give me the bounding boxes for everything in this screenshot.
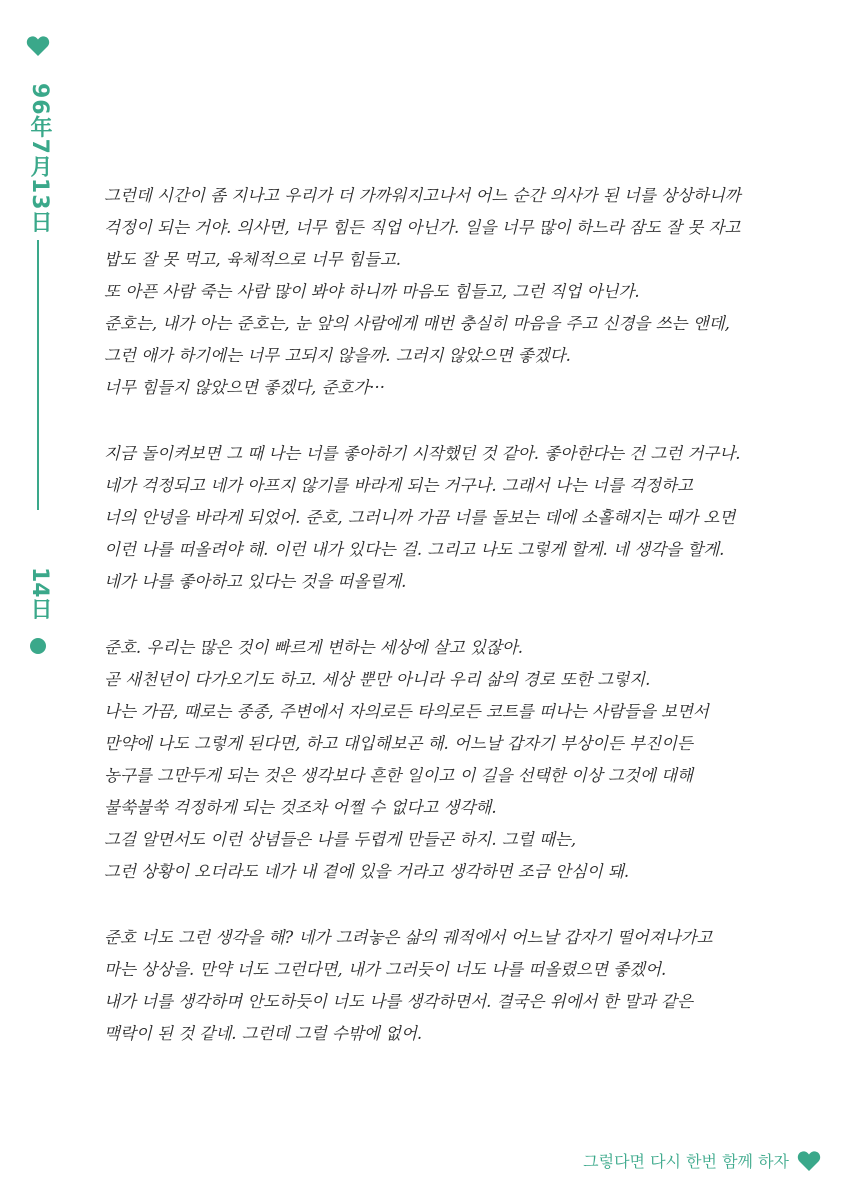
letter-line: 준호 너도 그런 생각을 해? 네가 그려놓은 삶의 궤적에서 어느날 갑자기 떨어져나가고 [104,928,713,947]
letter-line: 그런 상황이 오더라도 네가 내 곁에 있을 거라고 생각하면 조금 안심이 돼. [104,862,630,881]
letter-body [104,180,804,1084]
letter-line: 밥도 잘 못 먹고, 육체적으로 너무 힘들고. [104,250,401,269]
letter-line: 나는 가끔, 때로는 종종, 주변에서 자의로든 타의로든 코트를 떠나는 사람들을 보면서 [104,702,709,721]
letter-line: 마는 상상을. 만약 너도 그런다면, 내가 그러듯이 너도 나를 떠올렸으면 좋겠어. [104,960,667,979]
dot-icon [30,638,46,654]
footer-text: 그렇다면 다시 한번 함께 하자 [583,1152,789,1171]
letter-line: 이런 나를 떠올려야 해. 이런 내가 있다는 걸. 그리고 나도 그렇게 할게. 네 생각을 할게. [104,540,725,559]
letter-paragraph [104,438,804,598]
letter-line: 네가 걱정되고 네가 아프지 않기를 바라게 되는 거구나. 그래서 나는 너를 걱정하고 [104,476,693,495]
letter-line: 준호는, 내가 아는 준호는, 눈 앞의 사람에게 매번 충실히 마음을 주고 신경을 쓰는 앤데, [104,314,730,333]
letter-line: 농구를 그만두게 되는 것은 생각보다 흔한 일이고 이 길을 선택한 이상 그것에 대해 [104,766,693,785]
letter-line: 너의 안녕을 바라게 되었어. 준호, 그러니까 가끔 너를 돌보는 데에 소홀해지는 때가 오면 [104,508,736,527]
letter-paragraph [104,632,804,888]
letter-paragraph [104,180,804,404]
letter-line: 만약에 나도 그렇게 된다면, 하고 대입해보곤 해. 어느날 갑자기 부상이든 부진이든 [104,734,693,753]
letter-line: 곧 새천년이 다가오기도 하고. 세상 뿐만 아니라 우리 삶의 경로 또한 그렇지. [104,670,651,689]
letter-line: 맥락이 된 것 같네. 그런데 그럴 수밖에 없어. [104,1024,423,1043]
heart-icon [797,1150,821,1172]
letter-line: 네가 나를 좋아하고 있다는 것을 떠올릴게. [104,572,407,591]
letter-line: 또 아픈 사람 죽는 사람 많이 봐야 하니까 마음도 힘들고, 그런 직업 아닌가. [104,282,640,301]
letter-line: 그런 애가 하기에는 너무 고되지 않을까. 그러지 않았으면 좋겠다. [104,346,571,365]
letter-line: 그걸 알면서도 이런 상념들은 나를 두렵게 만들곤 하지. 그럴 때는, [104,830,577,849]
date-label: 96年7月13日 [27,83,52,234]
letter-line: 걱정이 되는 거야. 의사면, 너무 힘든 직업 아닌가. 일을 너무 많이 하느라 잠도 잘 못 자고 [104,218,741,237]
footer [583,1149,821,1172]
letter-line: 그런데 시간이 좀 지나고 우리가 더 가까워지고나서 어느 순간 의사가 된 너를 상상하니까 [104,186,741,205]
rail-divider [37,240,39,510]
letter-paragraph [104,922,804,1050]
letter-line: 너무 힘들지 않았으면 좋겠다, 준호가··· [104,378,386,397]
letter-line: 지금 돌이켜보면 그 때 나는 너를 좋아하기 시작했던 것 같아. 좋아한다는 건 그런 거구나. [104,444,741,463]
letter-line: 불쑥불쑥 걱정하게 되는 것조차 어쩔 수 없다고 생각해. [104,798,497,817]
side-rail [20,35,56,635]
heart-icon [26,35,50,57]
day-label: 14日 [27,567,52,620]
letter-line: 내가 너를 생각하며 안도하듯이 너도 나를 생각하면서. 결국은 위에서 한 말과 같은 [104,992,693,1011]
letter-line: 준호. 우리는 많은 것이 빠르게 변하는 세상에 살고 있잖아. [104,638,524,657]
